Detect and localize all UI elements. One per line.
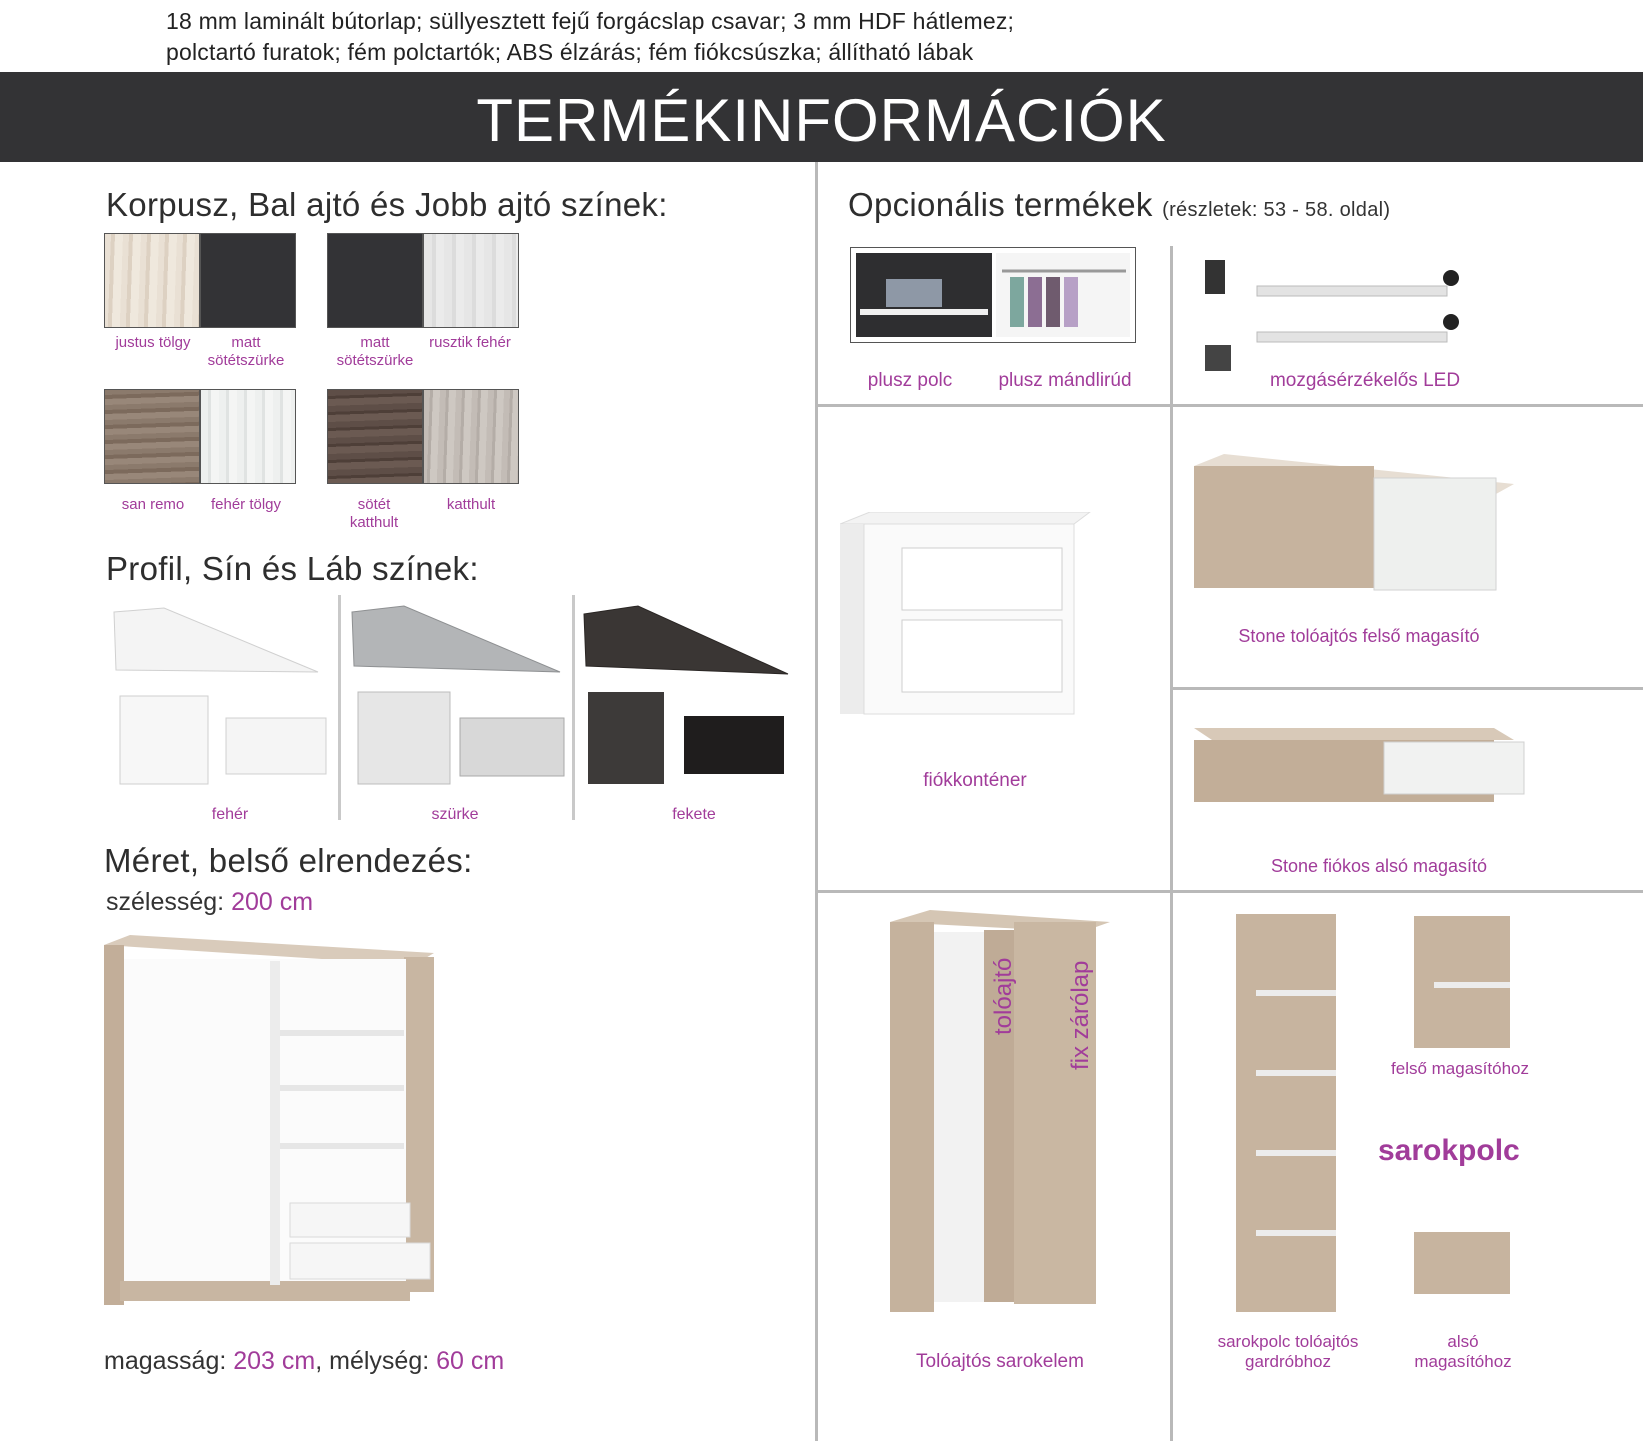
power-adapter	[1205, 260, 1225, 294]
swatch-matt-dark-grey	[327, 233, 423, 328]
height-value: 203 cm	[233, 1347, 316, 1375]
white-rail	[114, 608, 318, 672]
motion-sensor	[1443, 270, 1459, 286]
row-divider-2	[1173, 687, 1643, 690]
materials-line-2: polctartó furatok; fém polctartók; ABS élzárás; fém fiókcsúszka; állítható lábak	[166, 39, 974, 65]
black-foot	[684, 716, 784, 774]
drawer-front	[902, 620, 1062, 692]
lower-corner-shelf-image	[1410, 1228, 1514, 1298]
optional-heading	[848, 186, 1390, 224]
materials-line-1: 18 mm laminált bútorlap; süllyesztett fejű forgácslap csavar; 3 mm HDF hátlemez;	[166, 8, 1015, 34]
swatch-label: san remo	[121, 496, 185, 513]
grey-rail	[352, 606, 560, 672]
profile-label-grey: szürke	[431, 806, 479, 823]
wardrobe-bottom	[120, 1281, 410, 1301]
page-title: TERMÉKINFORMÁCIÓK	[476, 87, 1167, 154]
open-drawer-white	[1384, 742, 1524, 794]
shelf-board	[1256, 1070, 1336, 1076]
sliding-door-tag: tolóajtó	[990, 957, 1017, 1035]
extender-body	[1194, 466, 1374, 588]
junction-box	[1205, 345, 1231, 371]
width-value: 200 cm	[231, 888, 314, 916]
shelf-board	[1256, 1230, 1336, 1236]
corner-shelf-wardrobe-note: sarokpolc tolóajtós gardróbhoz	[1217, 1332, 1359, 1371]
led-strip	[1257, 332, 1447, 342]
motion-sensor	[1443, 314, 1459, 330]
shelf-board	[1256, 1150, 1336, 1156]
swatch-label: matt sötétszürke	[336, 334, 414, 369]
swatch-katthult	[423, 389, 519, 484]
size-heading: Méret, belső elrendezés:	[104, 842, 473, 879]
right-column-divider	[1170, 246, 1173, 1441]
shelf-board	[1434, 982, 1510, 988]
grey-profile	[358, 692, 450, 784]
swatch-white-oak	[200, 389, 296, 484]
plus-shelf-rail-image	[850, 247, 1136, 343]
plus-shelf-label: plusz polc	[867, 370, 953, 391]
hanging-shirt	[1064, 277, 1078, 327]
wardrobe-back	[124, 959, 406, 1289]
drawer	[290, 1243, 430, 1279]
wardrobe-right-side	[404, 957, 434, 1292]
swatch-dark-katthult	[327, 389, 423, 484]
swatch-label: justus tölgy	[115, 334, 191, 351]
hanging-shirt	[1028, 277, 1042, 327]
hanging-shirt	[1046, 277, 1060, 327]
drawer-container-label: fiókkonténer	[923, 770, 1027, 791]
extender-top	[1194, 728, 1514, 740]
white-profile	[120, 696, 208, 784]
wardrobe-left-side	[104, 945, 124, 1305]
swatch-rustic-white	[423, 233, 519, 328]
corner-shelf-title: sarokpolc	[1378, 1134, 1520, 1167]
black-rail	[584, 606, 788, 674]
profile-illustrations	[108, 600, 818, 795]
height-label: magasság:	[104, 1347, 227, 1375]
column-divider	[815, 162, 818, 1441]
depth-label: mélység:	[329, 1347, 430, 1375]
height-depth-line	[104, 1347, 504, 1376]
shelf-panel	[1414, 1232, 1510, 1294]
swatch-label: rusztik fehér	[429, 334, 511, 351]
shelf	[280, 1085, 404, 1091]
swatch-justus-oak	[104, 233, 200, 328]
container-left-side	[840, 524, 864, 714]
materials-text	[166, 6, 1014, 68]
drawer-front	[902, 548, 1062, 610]
container-top	[840, 512, 1090, 524]
led-image	[1195, 250, 1475, 385]
title-banner	[0, 72, 1643, 162]
extender-door-white	[1374, 478, 1496, 590]
folded-clothes	[886, 279, 942, 307]
corner-element-label: Tolóajtós sarokelem	[916, 1351, 1084, 1372]
shelf	[280, 1030, 404, 1036]
profile-heading: Profil, Sín és Láb színek:	[106, 550, 479, 587]
drawer-container-image	[840, 512, 1110, 727]
shelf-panel	[1236, 914, 1336, 1312]
depth-value: 60 cm	[436, 1347, 505, 1375]
top-extender-image	[1194, 454, 1514, 594]
wardrobe-divider	[270, 961, 280, 1285]
shelf-board	[1256, 990, 1336, 996]
shelf	[860, 309, 988, 315]
grey-foot	[460, 718, 564, 776]
lower-extender-note: alsó magasítóhoz	[1414, 1332, 1512, 1371]
colors-heading: Korpusz, Bal ajtó és Jobb ajtó színek:	[106, 186, 668, 223]
swatch-label: katthult	[446, 496, 496, 513]
shelf	[280, 1143, 404, 1149]
profile-label-black: fekete	[672, 806, 716, 823]
bottom-extender-label: Stone fiókos alsó magasító	[1270, 856, 1488, 876]
bottom-extender-image	[1194, 722, 1530, 814]
corner-shelf-tall-image	[1230, 910, 1340, 1315]
separator: ,	[315, 1347, 323, 1375]
swatch-label: fehér tölgy	[210, 496, 282, 513]
black-profile	[588, 692, 664, 784]
top-extender-label: Stone tolóajtós felső magasító	[1238, 626, 1480, 646]
swatch-label: matt sötétszürke	[207, 334, 285, 369]
row-divider-3	[818, 890, 1643, 893]
hanging-shirt	[1010, 277, 1024, 327]
plus-rail-label: plusz mándlirúd	[998, 370, 1132, 391]
swatch-san-remo	[104, 389, 200, 484]
drawer	[290, 1203, 410, 1237]
element-left-side	[890, 922, 934, 1312]
upper-extender-note: felső magasítóhoz	[1391, 1059, 1529, 1078]
width-label: szélesség:	[106, 888, 225, 916]
width-line	[106, 888, 313, 917]
upper-corner-shelf-image	[1410, 912, 1514, 1052]
fixed-panel-tag: fix zárólap	[1067, 960, 1094, 1070]
row-divider-1	[818, 404, 1643, 407]
swatch-matt-dark-grey	[200, 233, 296, 328]
element-interior	[934, 932, 984, 1302]
swatch-label: sötét katthult	[349, 496, 399, 531]
optional-note: (részletek: 53 - 58. oldal)	[1162, 199, 1391, 221]
optional-title: Opcionális termékek	[848, 186, 1153, 223]
led-strip	[1257, 286, 1447, 296]
wardrobe-interior-illustration	[104, 935, 464, 1320]
white-foot	[226, 718, 326, 774]
led-label: mozgásérzékelős LED	[1269, 370, 1461, 391]
profile-label-white: fehér	[211, 806, 249, 823]
